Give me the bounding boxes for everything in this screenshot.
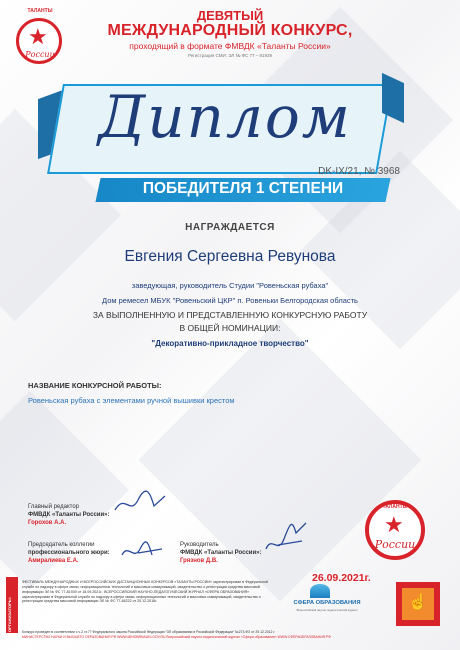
legal-footer-line-2: МИНИСТЕРСТВО НАУКИ И ВЫСШЕГО ОБРАЗОВАНИЯ РФ WWW.MINOBRNAUKI.GOV.RU Всероссийский научно-педагогический журнал «Сфера образования» WWW.СФЕРАОБРАЗОВАНИЯ.РФ <box>22 634 331 639</box>
head-signature-block <box>180 541 262 565</box>
editor-signature <box>110 488 170 518</box>
editor-role-1: Главный редактор <box>28 504 80 510</box>
editor-name: Горохов А.А. <box>28 520 67 527</box>
nomination: "Декоративно-прикладное творчество" <box>151 339 309 348</box>
legal-footer <box>22 630 442 640</box>
logo-script-text: России <box>374 538 416 551</box>
talents-logo <box>12 8 68 70</box>
logo-script-text: России <box>25 50 55 59</box>
header-contest: МЕЖДУНАРОДНЫЙ КОНКУРС, <box>107 22 353 39</box>
sfera-subtitle: Всероссийский научно-педагогический журнал <box>296 608 358 612</box>
recipient-position: заведующая, руководитель Студии "Ровеньская рубаха" <box>131 281 329 290</box>
issue-date: 26.09.2021г. <box>312 572 371 584</box>
for-line-1: ЗА ВЫПОЛНЕННУЮ И ПРЕДСТАВЛЕННУЮ КОНКУРСНУЮ РАБОТУ <box>92 310 368 320</box>
editor-role-2: ФМВДК «Таланты России»: <box>28 512 110 519</box>
head-role-2: ФМВДК «Таланты России»: <box>180 550 262 557</box>
logo-arc-text: ТАЛАНТЫ <box>382 504 408 510</box>
jury-role-1: Председатель коллегии <box>28 542 95 548</box>
jury-role-2: профессионального жюри: <box>28 550 110 557</box>
hand-pointer-icon: ☝ <box>408 594 428 611</box>
hand-pointer-badge <box>396 582 440 626</box>
talents-logo-large <box>350 500 440 570</box>
degree-label: ПОБЕДИТЕЛЯ 1 СТЕПЕНИ <box>142 180 344 197</box>
head-signature <box>262 515 310 559</box>
sfera-logo <box>288 584 366 614</box>
jury-name: Амиралиева Е.А. <box>28 558 79 565</box>
head-role-1: Руководитель <box>180 542 219 548</box>
for-line-2: В ОБЩЕЙ НОМИНАЦИИ: <box>179 323 281 333</box>
organizers-label: ОРГАНИЗАТОРЫ: <box>7 596 12 632</box>
star-icon: ★ <box>384 512 404 537</box>
header-format: проходящий в формате ФМВДК «Таланты России» <box>129 41 331 51</box>
diploma-number: DK-IX/21, № 3968 <box>318 166 400 177</box>
logo-arc-text: ТАЛАНТЫ <box>27 8 53 14</box>
work-title-label: НАЗВАНИЕ КОНКУРСНОЙ РАБОТЫ: <box>28 381 162 390</box>
header-registration: Регистрация СМИ: ЭЛ № ФС 77 – 81939 <box>187 53 273 58</box>
legal-footer-line-1: Конкурс проведен в соответствии с ч.2 ст.77 Федерального закона Российской Федерации "Об образовании в Российской Федерации" №273-ФЗ от 29.12.2012 г. <box>22 630 276 634</box>
recipient-name: Евгения Сергеевна Ревунова <box>124 248 336 265</box>
organizers-text: ФЕСТИВАЛЬ МЕЖДУНАРОДНЫХ И ВСЕРОССИЙСКИХ ДИСТАНЦИОННЫХ КОНКУРСОВ «ТАЛАНТЫ РОССИИ» зарегистрирован в Федеральной службе по надзору в сфере связи, информационных технологий и массовых коммуникаций, свидетельство о регистрации средства массовой информации ЭЛ № ФС 77-81939 от 18.09.2021г.; ВСЕРОССИЙСКИЙ НАУЧНО-ПЕДАГОГИЧЕСКИЙ ЖУРНАЛ «СФЕРА ОБРАЗОВАНИЯ» зарегистрирован в Федеральной службе по надзору в сфере связи, информационных технологий и массовых коммуникаций, свидетельство о регистрации средства массовой информации ЭЛ № ФС 77-84222 от 25.12.2016г. <box>22 580 268 604</box>
editor-signature-block <box>28 503 110 527</box>
header-ordinal: ДЕВЯТЫЙ <box>196 8 264 23</box>
head-name: Грязнов Д.В. <box>180 558 218 565</box>
awarded-label: НАГРАЖДАЕТСЯ <box>185 222 275 233</box>
star-icon: ★ <box>28 24 48 49</box>
diploma-title: Диплом <box>98 83 352 151</box>
globe-icon <box>310 584 330 598</box>
sfera-title: СФЕРА ОБРАЗОВАНИЯ <box>293 600 361 606</box>
recipient-organization: Дом ремесел МБУК "Ровеньский ЦКР" п. Ровеньки Белгородская область <box>102 296 358 305</box>
jury-signature <box>118 535 168 565</box>
work-title: Ровеньская рубаха с элементами ручной вышивки крестом <box>28 396 235 405</box>
jury-signature-block <box>28 541 110 565</box>
